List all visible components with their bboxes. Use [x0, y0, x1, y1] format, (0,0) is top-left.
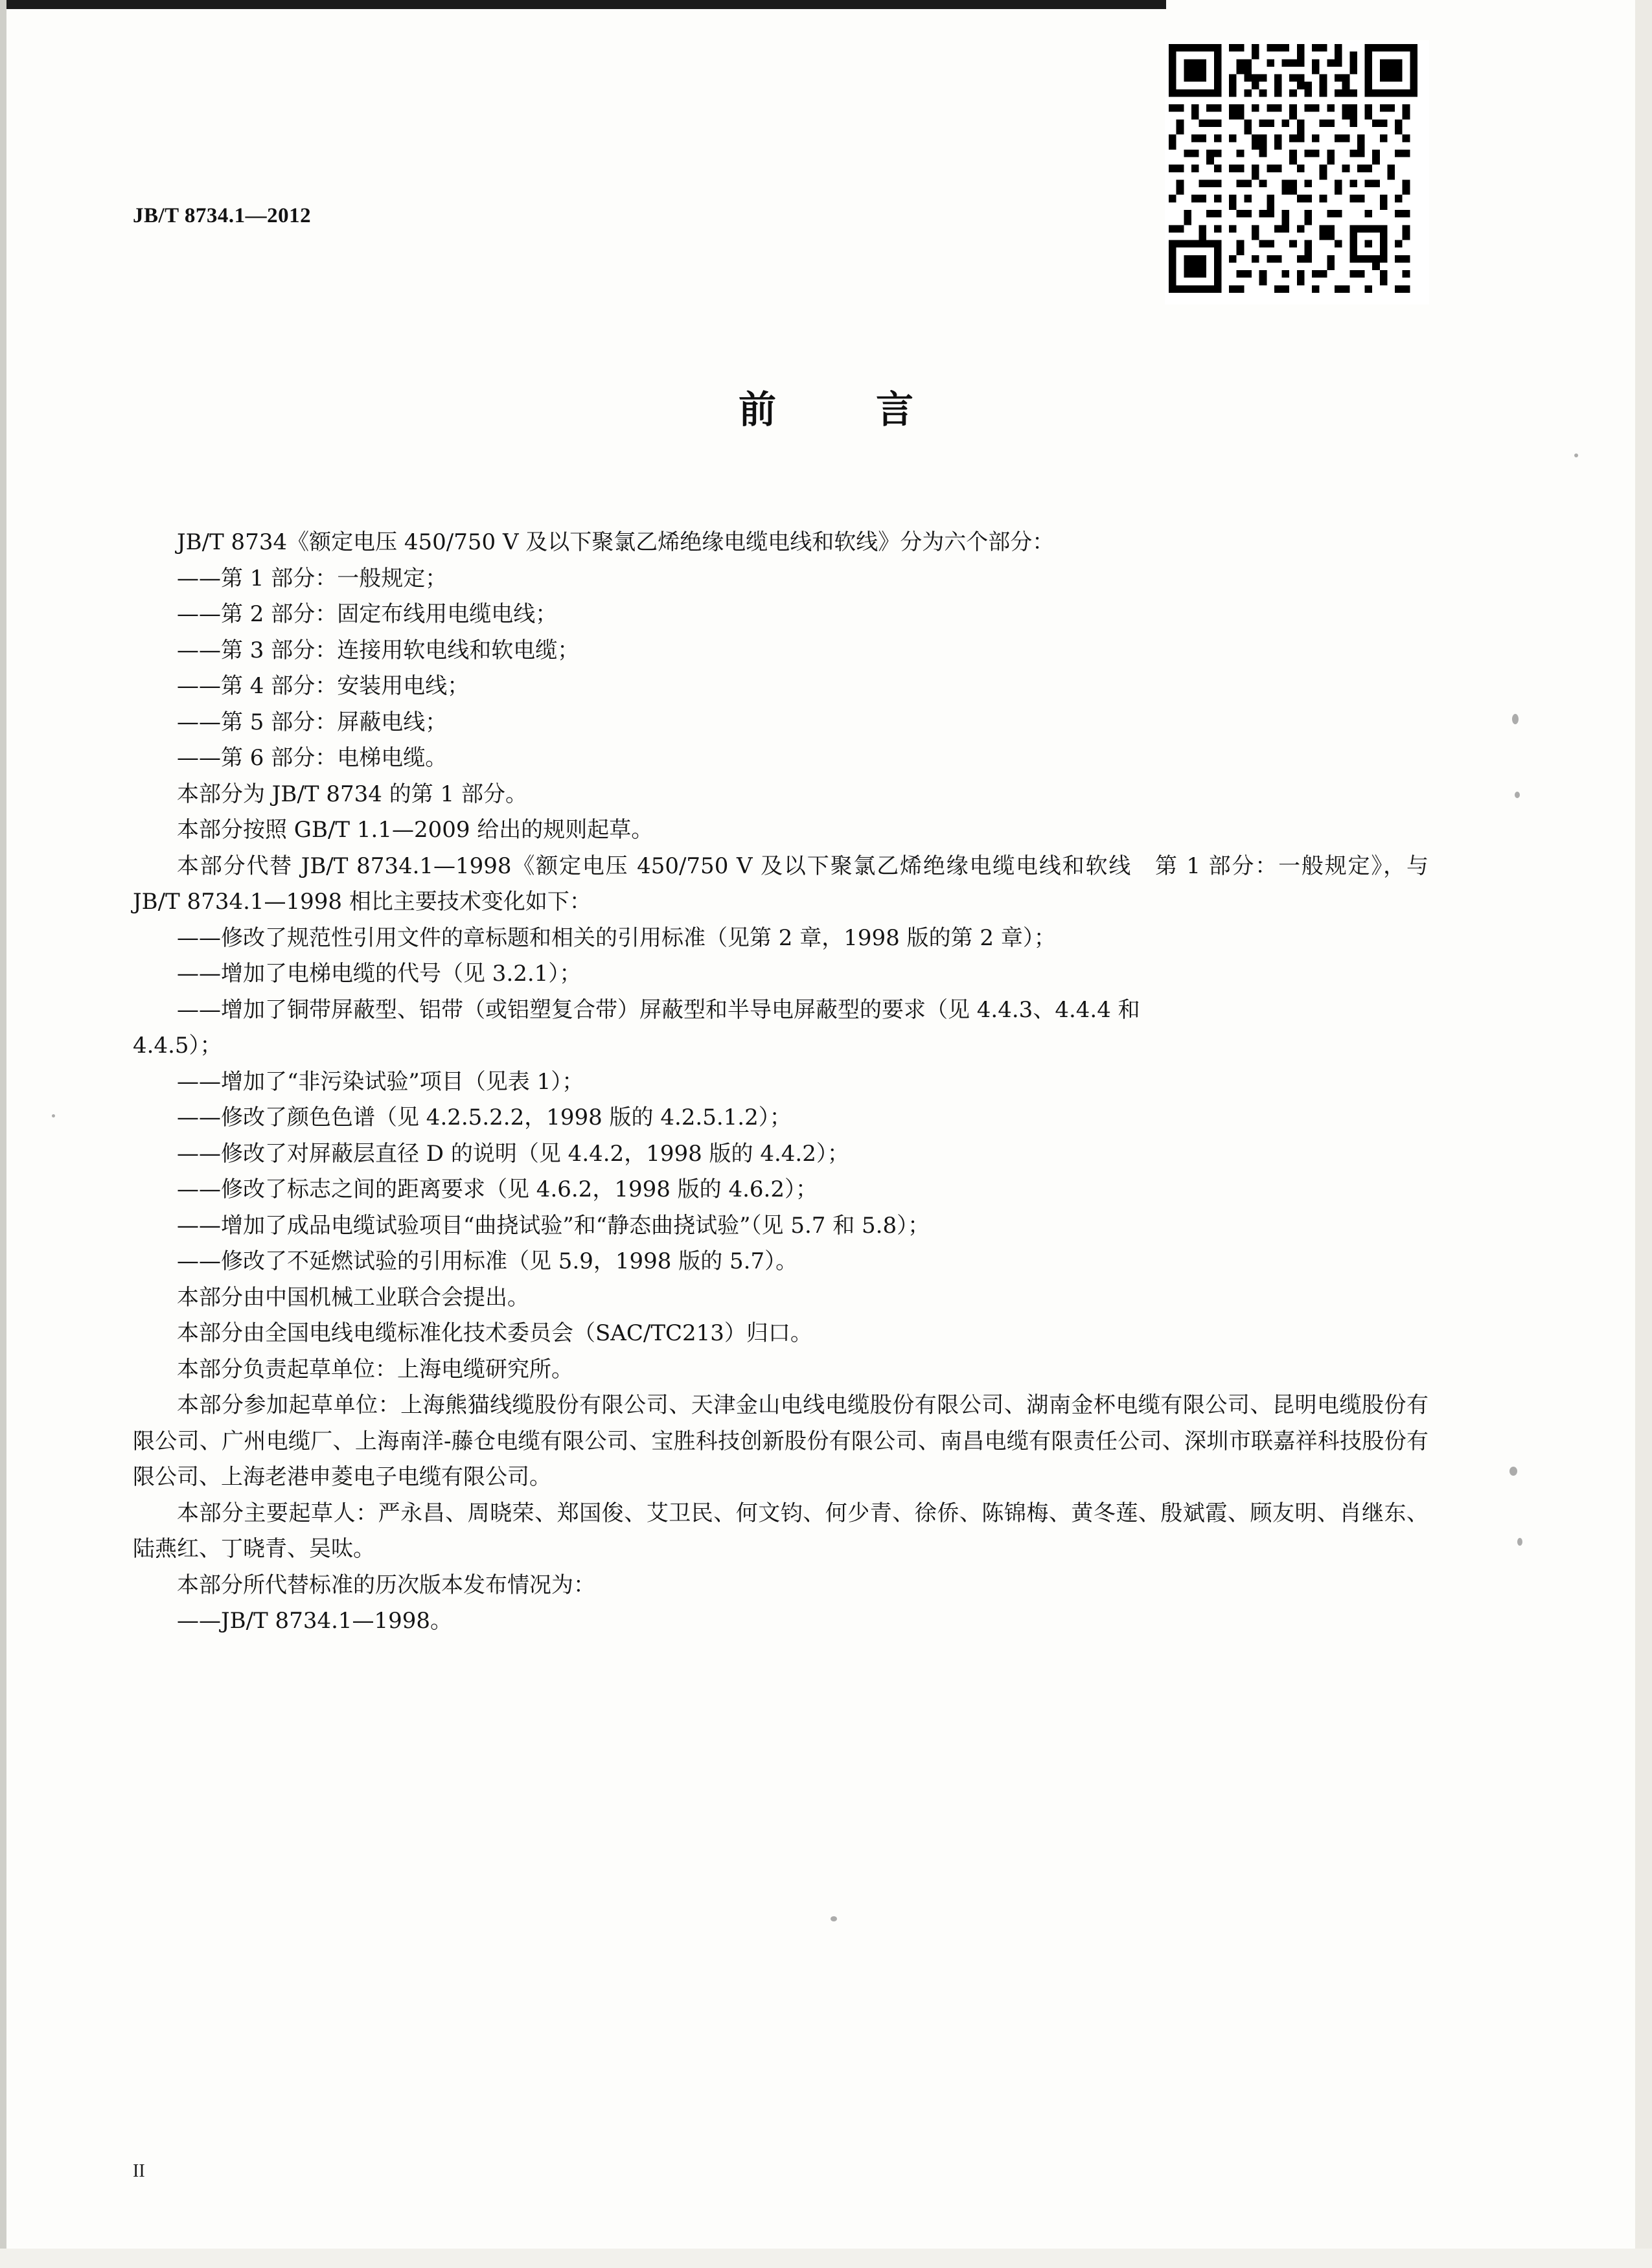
- change-item-4: ——增加了“非污染试验”项目（见表 1）；: [177, 1068, 584, 1095]
- change-item-3-cont: 4.4.5）；: [133, 1033, 222, 1059]
- scan-speck: [831, 1916, 837, 1921]
- scan-speck: [52, 1114, 55, 1117]
- change-item-5: ——修改了颜色色谱（见 4.2.5.2.2，1998 版的 4.2.5.1.2）；: [177, 1105, 792, 1130]
- scan-speck: [1512, 714, 1519, 724]
- organization-2: 本部分由全国电线电缆标准化技术委员会（SAC/TC213）归口。: [177, 1320, 812, 1346]
- qr-code: [1165, 40, 1429, 304]
- part-item-2: ——第 2 部分：固定布线用电缆电线；: [177, 601, 558, 627]
- participants-list: 上海熊猫线缆股份有限公司、天津金山电线电缆股份有限公司、湖南金杯电缆有限公司、昆明电缆股份有限公司、广州电缆厂、上海南洋-藤仓电缆有限公司、宝胜科技创新股份有限公司、南昌电缆有限责任公司、深圳市联嘉祥科技股份有限公司、上海老港申菱电子电缆有限公司。: [133, 1392, 1428, 1490]
- change-item-9: ——修改了不延燃试验的引用标准（见 5.9，1998 版的 5.7）。: [177, 1248, 798, 1274]
- scan-speck: [1517, 1538, 1522, 1546]
- scan-speck: [1509, 1467, 1517, 1476]
- scan-speck: [1574, 453, 1578, 457]
- part-item-6: ——第 6 部分：电梯电缆。: [177, 745, 448, 771]
- organization-3: 本部分负责起草单位：上海电缆研究所。: [177, 1356, 573, 1382]
- page-number: II: [133, 2161, 145, 2181]
- organization-1: 本部分由中国机械工业联合会提出。: [177, 1284, 529, 1311]
- page-title: 前 言: [738, 387, 945, 431]
- change-item-7: ——修改了标志之间的距离要求（见 4.6.2，1998 版的 4.6.2）；: [177, 1176, 818, 1202]
- standard-number: JB/T 8734.1—2012: [133, 204, 312, 227]
- scan-edge-top: [0, 0, 1166, 9]
- change-item-1: ——修改了规范性引用文件的章标题和相关的引用标准（见第 2 章，1998 版的第 2 章）；: [177, 924, 1056, 951]
- part-item-1: ——第 1 部分：一般规定；: [177, 565, 448, 591]
- change-item-6: ——修改了对屏蔽层直径 D 的说明（见 4.4.2，1998 版的 4.4.2）；: [177, 1140, 849, 1167]
- part-item-5: ——第 5 部分：屏蔽电线；: [177, 709, 448, 735]
- foreword-body: [133, 525, 1428, 1640]
- qr-code-image: [1169, 44, 1417, 293]
- drafters-paragraph: [133, 1496, 1428, 1568]
- scan-edge-right: [1635, 0, 1652, 2268]
- scan-edge-left: [0, 0, 6, 2268]
- history-item-1: ——JB/T 8734.1—1998。: [177, 1608, 453, 1634]
- participants-paragraph: [133, 1388, 1428, 1496]
- drafters-label: 本部分主要起草人：: [177, 1500, 378, 1526]
- change-item-2: ——增加了电梯电缆的代号（见 3.2.1）；: [177, 961, 582, 987]
- statement-2: 本部分按照 GB/T 1.1—2009 给出的规则起草。: [177, 817, 654, 843]
- participants-label: 本部分参加起草单位：: [177, 1392, 401, 1418]
- statement-1: 本部分为 JB/T 8734 的第 1 部分。: [177, 781, 527, 807]
- part-item-3: ——第 3 部分：连接用软电线和软电缆；: [177, 637, 580, 663]
- replacement-paragraph: 本部分代替 JB/T 8734.1—1998《额定电压 450/750 V 及以下聚氯乙烯绝缘电缆电线和软线 第 1 部分：一般规定》，与 JB/T 8734.1—1998 相比主要技术变化如下：: [133, 853, 1428, 915]
- change-item-8: ——增加了成品电缆试验项目“曲挠试验”和“静态曲挠试验”（见 5.7 和 5.8）；: [177, 1212, 930, 1239]
- change-item-3: ——增加了铜带屏蔽型、铝带（或铝塑复合带）屏蔽型和半导电屏蔽型的要求（见 4.4.3、4.4.4 和: [177, 996, 1140, 1023]
- scan-edge-bottom: [0, 2249, 1652, 2268]
- part-item-4: ——第 4 部分：安装用电线；: [177, 673, 470, 699]
- foreword-intro: JB/T 8734《额定电压 450/750 V 及以下聚氯乙烯绝缘电缆电线和软线》分为六个部分：: [177, 529, 1055, 555]
- history-intro: 本部分所代替标准的历次版本发布情况为：: [177, 1572, 595, 1598]
- drafters-list: 严永昌、周晓荣、郑国俊、艾卫民、何文钧、何少青、徐侨、陈锦梅、黄冬莲、殷斌霞、顾友明、肖继东、陆燕红、丁晓青、吴呔。: [133, 1500, 1429, 1562]
- scan-speck: [1515, 792, 1520, 798]
